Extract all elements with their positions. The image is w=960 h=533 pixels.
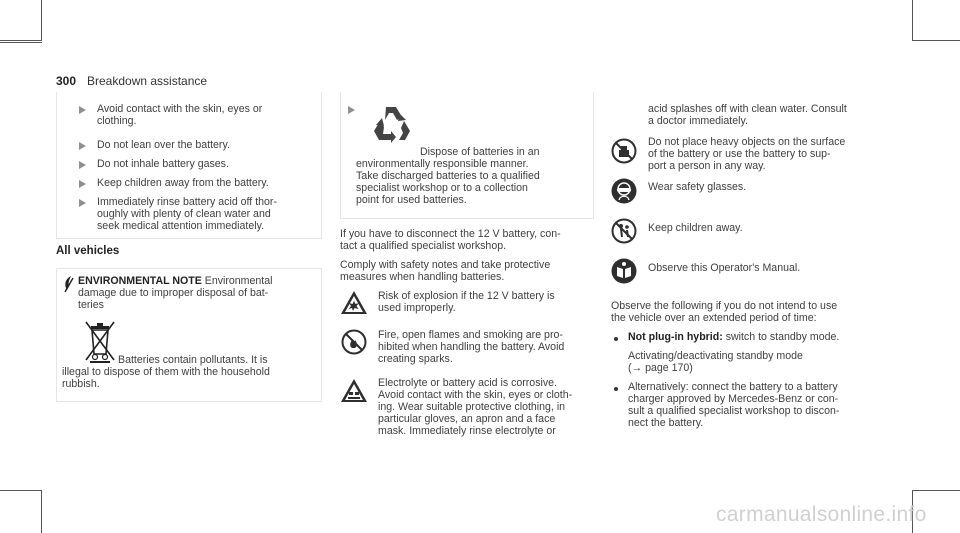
read-manual-icon — [611, 258, 637, 289]
environment-note-text: Environmental — [204, 275, 273, 287]
environment-leaf-icon — [62, 275, 76, 298]
bin-note-line: illegal to dispose of them with the household — [62, 366, 270, 378]
bullet-dot — [614, 337, 618, 341]
bullet-arrow-icon — [79, 161, 86, 169]
continued-line: a doctor immediately. — [648, 115, 748, 127]
recycle-note-line: specialist workshop or to a collection — [356, 182, 528, 194]
box-item: clothing. — [97, 115, 137, 127]
recycle-note-line: Dispose of batteries in an — [420, 146, 540, 158]
explosion-warning-icon — [340, 290, 368, 320]
bullet-line: Alternatively: connect the battery to a battery — [628, 381, 838, 393]
box-item: Do not inhale battery gases. — [97, 158, 229, 170]
crop-mark — [0, 42, 42, 43]
manual-text: Observe this Operator's Manual. — [648, 262, 801, 274]
no-heavy-objects-icon — [611, 138, 637, 169]
explosion-warning-line: used improperly. — [378, 302, 456, 314]
page-reference-link[interactable]: (→ page 170) — [628, 362, 693, 374]
crossed-bin-icon — [84, 320, 116, 369]
recycle-note-line: Take discharged batteries to a qualified — [356, 170, 540, 182]
paragraph-line: measures when handling batteries. — [340, 271, 505, 283]
bullet-label: Not plug-in hybrid: — [628, 331, 723, 343]
box-item: Avoid contact with the skin, eyes or — [97, 103, 263, 115]
box-item: Do not lean over the battery. — [97, 139, 230, 151]
safety-glasses-icon — [611, 178, 637, 209]
crop-mark — [0, 490, 42, 491]
corrosive-warning-line: particular gloves, an apron and a face — [378, 413, 556, 425]
explosion-warning-line: Risk of explosion if the 12 V battery is — [378, 290, 555, 302]
fire-warning-line: Fire, open flames and smoking are pro- — [378, 329, 563, 341]
bin-note-line: rubbish. — [62, 378, 100, 390]
section-heading: All vehicles — [56, 245, 120, 257]
bullet-line — [628, 331, 839, 343]
box-item: oughly with plenty of clean water and — [97, 208, 271, 220]
corrosive-warning-line: ing. Wear suitable protective clothing, in — [378, 401, 566, 413]
bullet-line: sult a qualified specialist workshop to discon- — [628, 405, 840, 417]
bullet-arrow-icon — [348, 106, 355, 114]
continued-line: acid splashes off with clean water. Consult — [648, 103, 847, 115]
environment-note-line — [78, 275, 272, 287]
environment-note-line: teries — [78, 299, 104, 311]
paragraph-line: If you have to disconnect the 12 V battery, con- — [340, 228, 561, 240]
corrosive-warning-line: Avoid contact with the skin, eyes or cloth- — [378, 389, 573, 401]
heavy-objects-line: port a person in any way. — [648, 160, 766, 172]
bullet-line: nect the battery. — [628, 417, 704, 429]
no-fire-icon — [341, 329, 367, 360]
crop-mark — [912, 490, 960, 491]
safety-glasses-text: Wear safety glasses. — [648, 181, 747, 193]
fire-warning-line: hibited when handling the battery. Avoid — [378, 341, 565, 353]
heavy-objects-line: Do not place heavy objects on the surface — [648, 136, 846, 148]
bin-note-line: Batteries contain pollutants. It is — [118, 354, 268, 366]
corrosive-warning-line: mask. Immediately rinse electrolyte or — [378, 425, 556, 437]
recycle-icon — [366, 103, 416, 152]
fire-warning-line: creating sparks. — [378, 353, 453, 365]
environment-note-line: damage due to improper disposal of bat- — [78, 287, 269, 299]
environment-note-label: ENVIRONMENTAL NOTE — [78, 275, 202, 287]
bullet-arrow-icon — [79, 180, 86, 188]
box-item: Keep children away from the battery. — [97, 177, 269, 189]
crop-mark — [912, 0, 913, 41]
bullet-line: charger approved by Mercedes-Benz or con- — [628, 393, 839, 405]
box-item: Immediately rinse battery acid off thor- — [97, 196, 277, 208]
bullet-text: switch to standby mode. — [725, 331, 840, 343]
crop-mark — [0, 40, 42, 41]
children-away-text: Keep children away. — [648, 222, 743, 234]
box-item: seek medical attention immediately. — [97, 220, 265, 232]
bullet-arrow-icon — [79, 199, 86, 207]
heavy-objects-line: of the battery or use the battery to sup- — [648, 148, 831, 160]
bullet-arrow-icon — [79, 142, 86, 150]
crop-mark — [41, 0, 42, 41]
bullet-subline: Activating/deactivating standby mode — [628, 350, 803, 362]
recycle-note-line: environmentally responsible manner. — [356, 158, 529, 170]
recycle-note-line: point for used batteries. — [356, 194, 467, 206]
watermark-text: carmanualsonline.info — [716, 503, 927, 526]
keep-children-away-icon — [611, 218, 637, 249]
crop-mark — [41, 490, 42, 533]
corrosive-warning-line: Electrolyte or battery acid is corrosive. — [378, 377, 557, 389]
paragraph-line: Comply with safety notes and take protective — [340, 259, 551, 271]
bullet-arrow-icon — [79, 106, 86, 114]
observe-line: the vehicle over an extended period of time: — [611, 312, 817, 324]
crop-mark — [912, 40, 960, 41]
section-title: Breakdown assistance — [87, 74, 208, 88]
bullet-dot — [614, 387, 618, 391]
corrosive-warning-icon — [340, 378, 368, 408]
paragraph-line: tact a qualified specialist workshop. — [340, 240, 507, 252]
observe-line: Observe the following if you do not intend to use — [611, 300, 838, 312]
page-number: 300 — [56, 74, 77, 88]
